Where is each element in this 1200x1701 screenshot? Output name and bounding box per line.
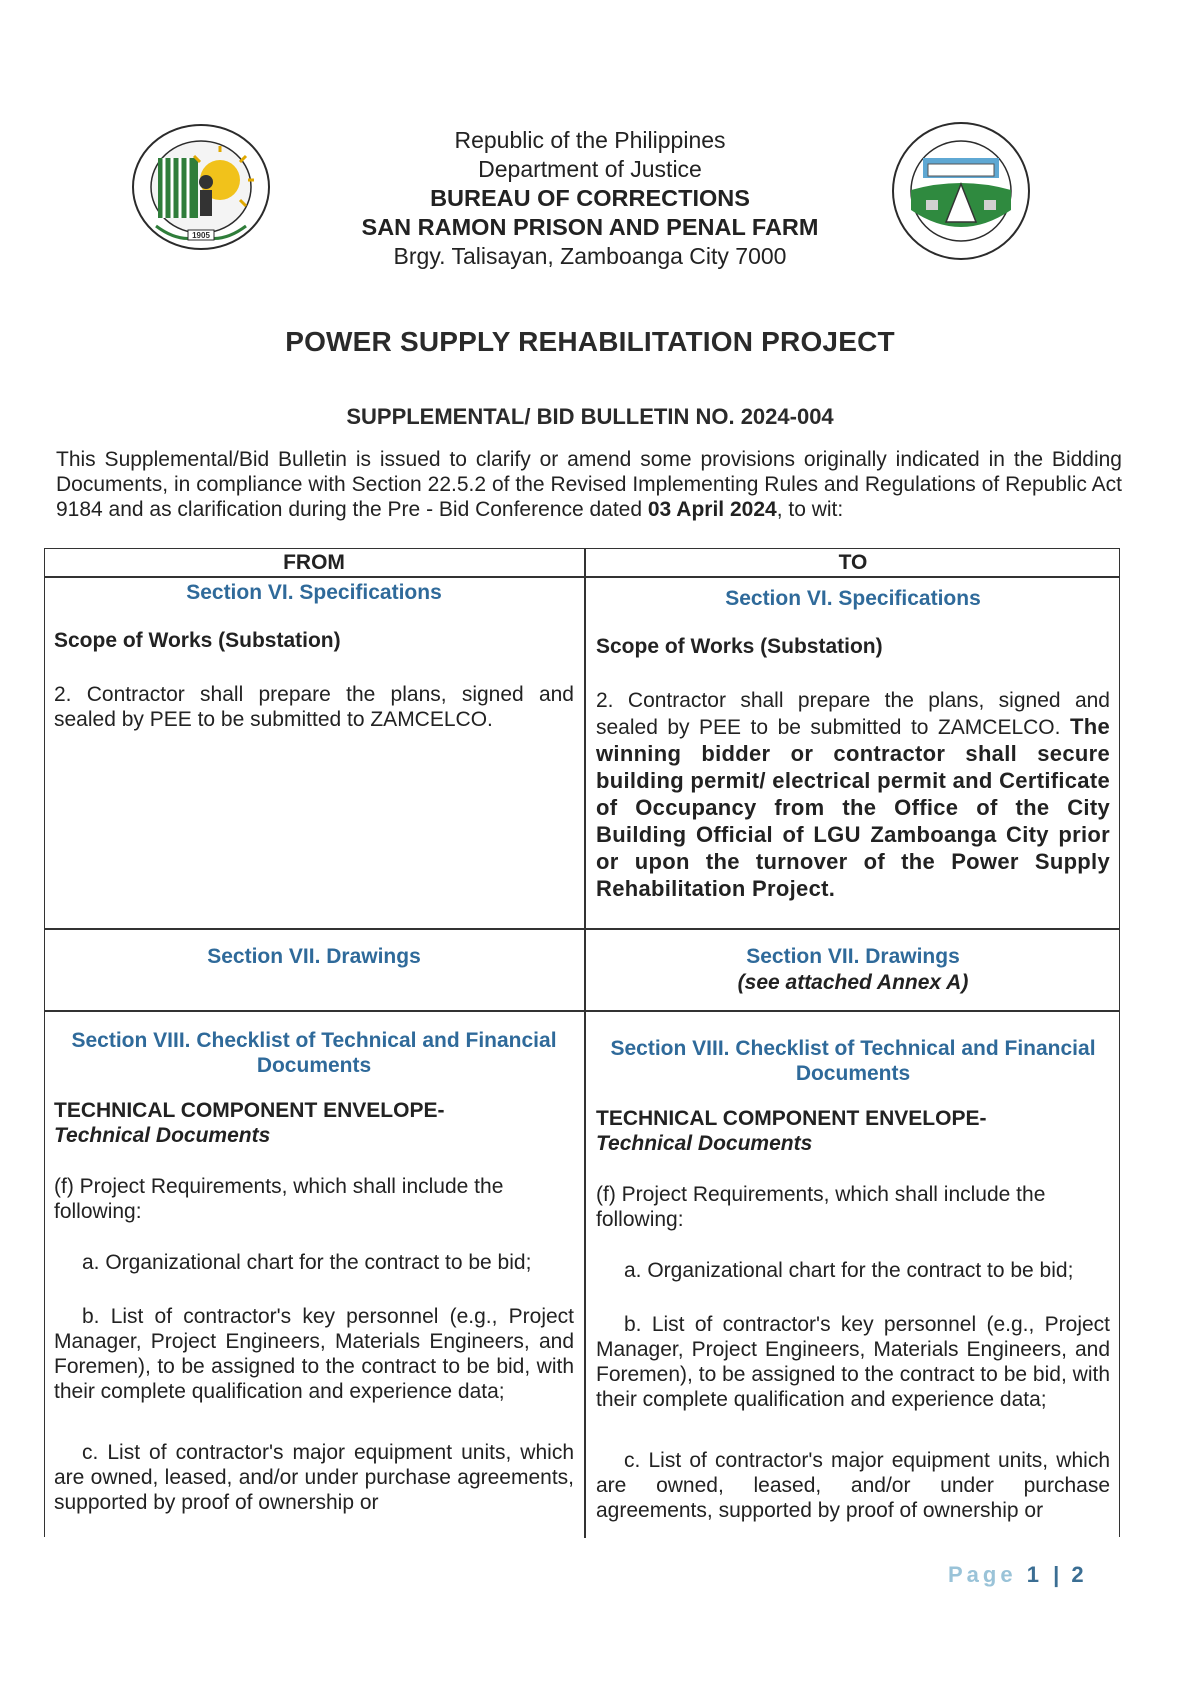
san-ramon-seal [888,118,1034,264]
to-item-2-text: 2. Contractor shall prepare the plans, signed and sealed by PEE to be submitted to ZAMCELCO. [596,689,1110,739]
header-divider [44,576,1120,578]
intro-text: This Supplemental/Bid Bulletin is issued to clarify or amend some provisions originally indicated in the Bidding Documents, in compliance with Section 22.5.2 of the Revised Implementing Rules and Regulations of Republic Act 9184 and as clarification during the Pre - Bid Conference dated [56,448,1122,521]
total-pages: 2 [1071,1562,1088,1587]
page-separator: | [1053,1562,1062,1587]
to-annex-note: (see attached Annex A) [737,971,969,994]
intro-paragraph [56,447,1122,522]
bulletin-number: SUPPLEMENTAL/ BID BULLETIN NO. 2024-004 [346,404,834,429]
seal-year: 1905 [192,231,210,240]
to-scope-heading: Scope of Works (Substation) [596,635,883,658]
to-item-c: c. List of contractor's major equipment units, which are owned, leased, and/or under purchase agreements, supported by proof of ownership or [596,1449,1110,1522]
row-divider-1 [44,928,1120,930]
from-project-requirements: (f) Project Requirements, which shall include the following: [54,1175,504,1223]
letterhead [300,126,880,271]
address-line: Brgy. Talisayan, Zamboanga City 7000 [393,243,787,269]
row-divider-2 [44,1010,1120,1012]
project-title: POWER SUPPLY REHABILITATION PROJECT [285,326,895,357]
intro-ending: , to wit: [776,498,844,521]
conference-date: 03 April 2024 [647,498,777,521]
column-divider [584,548,586,1538]
department-line: Department of Justice [478,156,702,182]
from-header: FROM [283,551,345,574]
from-item-c: c. List of contractor's major equipment units, which are owned, leased, and/or under purchase agreements, supported by proof of ownership or [54,1441,574,1514]
from-item-b: b. List of contractor's key personnel (e.g., Project Manager, Project Engineers, Materials Engineers, and Foremen), to be assigned to the contract to be bid, with their complete qualification and experience data; [54,1305,574,1403]
from-section-viii: Section VIII. Checklist of Technical and Financial Documents [71,1029,557,1077]
to-item-b: b. List of contractor's key personnel (e.g., Project Manager, Project Engineers, Materials Engineers, and Foremen), to be assigned to the contract to be bid, with their complete qualification and experience data; [596,1313,1110,1411]
to-header: TO [838,551,868,574]
amendment-table [44,548,1120,1538]
page-word: Page [948,1562,1017,1587]
current-page: 1 [1026,1562,1043,1587]
page-number [948,1562,1088,1588]
to-section-vii: Section VII. Drawings [746,945,960,968]
from-technical-documents: Technical Documents [54,1124,271,1147]
from-section-vii: Section VII. Drawings [207,945,421,968]
bureau-line: BUREAU OF CORRECTIONS [430,185,750,211]
facility-line: SAN RAMON PRISON AND PENAL FARM [361,214,819,240]
to-item-a: a. Organizational chart for the contract to be bid; [624,1259,1074,1282]
republic-line: Republic of the Philippines [454,127,726,153]
to-item-2 [596,688,1110,902]
from-item-a: a. Organizational chart for the contract to be bid; [82,1251,532,1274]
bureau-of-corrections-seal [128,118,274,256]
to-section-viii: Section VIII. Checklist of Technical and Financial Documents [610,1037,1096,1085]
to-item-2-addition: The winning bidder or contractor shall secure building permit/ electrical permit and Certificate of Occupancy from the Office of the City Building Official of LGU Zamboanga City prior or upon the turnover of the Power Supply Rehabilitation Project. [596,714,1110,901]
to-envelope-heading: TECHNICAL COMPONENT ENVELOPE- [596,1107,987,1130]
to-technical-documents: Technical Documents [596,1132,813,1155]
from-item-2: 2. Contractor shall prepare the plans, signed and sealed by PEE to be submitted to ZAMCELCO. [54,683,574,731]
to-section-vi: Section VI. Specifications [725,587,981,610]
from-envelope-heading: TECHNICAL COMPONENT ENVELOPE- [54,1099,445,1122]
from-scope-heading: Scope of Works (Substation) [54,629,341,652]
from-section-vi: Section VI. Specifications [186,581,442,604]
to-project-requirements: (f) Project Requirements, which shall include the following: [596,1183,1046,1231]
